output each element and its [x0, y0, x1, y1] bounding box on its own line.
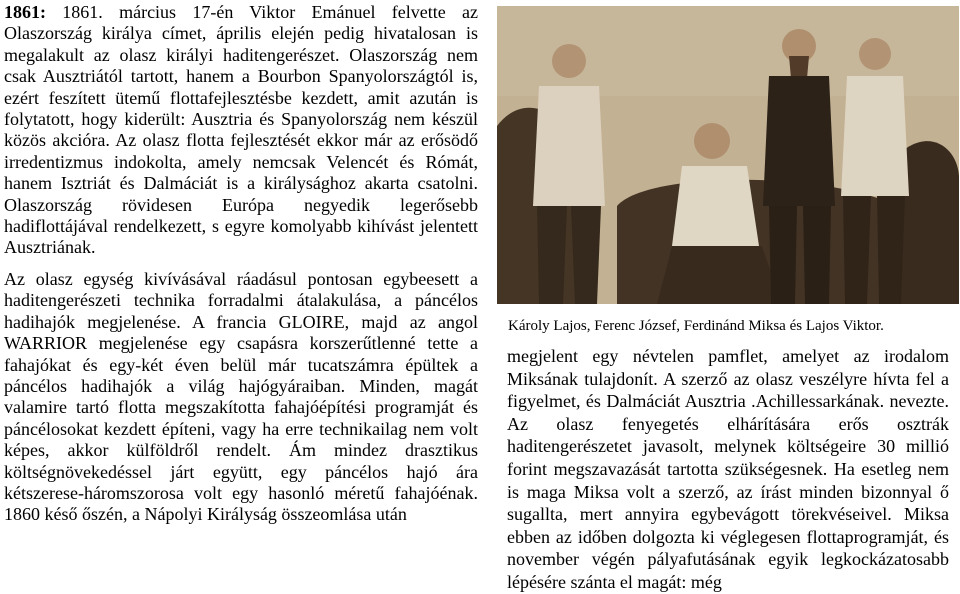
- right-paragraph: megjelent egy névtelen pamflet, amelyet az irodalom Miksának tulajdonít. A szerző az olasz veszélyre hívta fel a figyelmet, és Dalmáciát Ausztria .Achillessarkának. nevezte. Az olasz fenyegetés elhárítására erős osztrák haditengerészetet javasolt, melynek költségeire 30 millió forint megszavazását tartotta szükségesnek. Ha esetleg nem is maga Miksa volt a szerző, az írást minden bizonnyal ő sugallta, mert annyira egybevágott törekvéseivel. Miksa ebben az időben dolgozta ki véglegesen flottaprogramját, és november végén pályafutásának egyik legkockázatosabb lépésére szánta el magát: még: [507, 346, 949, 592]
- paragraph-1-text: 1861. március 17-én Viktor Emánuel felvette az Olaszország királya címet, április elején pedig hivatalosan is megalakult az olasz királyi haditengerészet. Olaszország nem csak Ausztriától tartott, hanem a Bourbon Spanyolországtól is, ezért feszített ütemű flottafejlesztésbe kezdett, amit azután is folytatott, hogy kiderült: Ausztria és Spanyolország nem készül közös akcióra. Az olasz flotta fejlesztését ekkor már az erősödő irredentizmus indokolta, amely nemcsak Velencét és Rómát, hanem Isztriát és Dalmáciát is a királysághoz akarta csatolni. Olaszország rövidesen Európa negyedik legerősebb hadiflottájával rendelkezett, s egyre komolyabb kihívást jelentett Ausztriának.: [4, 2, 478, 258]
- right-column: [507, 345, 949, 594]
- photo-caption: Károly Lajos, Ferenc József, Ferdinánd Miksa és Lajos Viktor.: [508, 318, 884, 334]
- paragraph-2: Az olasz egység kivívásával ráadásul pontosan egybeesett a haditengerészeti technika forradalmi átalakulása, a páncélos hadihajók megjelenése. A francia GLOIRE, majd az angol WARRIOR megjelenése egy csapásra korszerűtlenné tette a fahajókat és egy-két éven belül már tucatszámra épültek a páncélos hadihajók a világ hajógyáraiban. Minden, magát valamire tartó flotta megszakította fahajóépítési programját és páncélosokat kezdett építeni, vagy ha erre technikailag nem volt képes, akkor külföldről rendelt. Ám mindez drasztikus költségnövekedéssel járt együtt, egy páncélos hajó ára kétszerese-háromszorosa volt egy hasonló méretű fahajóénak. 1860 késő őszén, a Nápolyi Királyság összeomlása után: [4, 268, 478, 525]
- left-column: [4, 2, 478, 526]
- year-heading: 1861:: [4, 2, 46, 22]
- photo-illustration: [497, 6, 959, 304]
- historical-photo: [497, 6, 959, 304]
- paragraph-1: [4, 2, 478, 259]
